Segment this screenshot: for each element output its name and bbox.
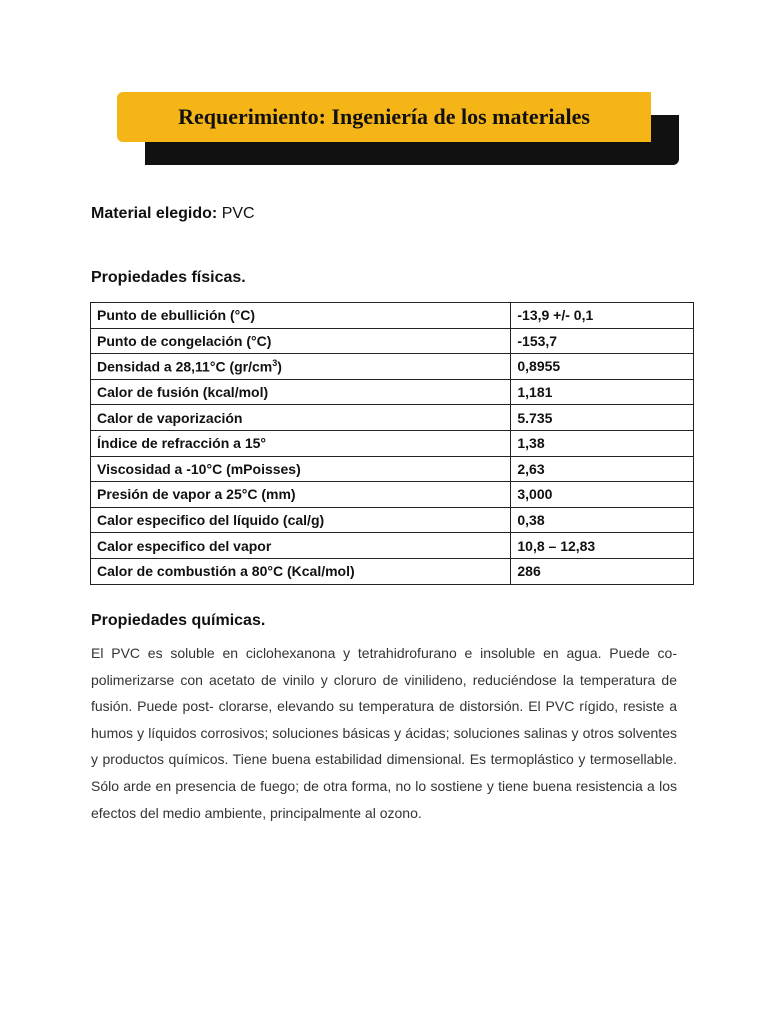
property-value: 10,8 – 12,83 xyxy=(511,533,694,559)
property-value: 286 xyxy=(511,558,694,584)
property-value: 0,38 xyxy=(511,507,694,533)
table-row xyxy=(91,507,694,533)
property-name-text: Densidad a 28,11°C (gr/cm xyxy=(97,358,273,375)
property-name-suffix: ) xyxy=(277,358,282,375)
property-value: 2,63 xyxy=(511,456,694,482)
table-row xyxy=(91,456,694,482)
table-row xyxy=(91,430,694,456)
property-value: -153,7 xyxy=(511,328,694,354)
header-banner xyxy=(117,92,651,142)
table-row xyxy=(91,328,694,354)
property-name: Calor de vaporización xyxy=(91,405,511,431)
property-value: -13,9 +/- 0,1 xyxy=(511,303,694,329)
property-value: 0,8955 xyxy=(511,354,694,380)
page-title: Requerimiento: Ingeniería de los materiales xyxy=(178,104,590,129)
property-name: Viscosidad a -10°C (mPoisses) xyxy=(91,456,511,482)
table-row xyxy=(91,379,694,405)
property-name: Calor especifico del líquido (cal/g) xyxy=(91,507,511,533)
property-name: Calor de combustión a 80°C (Kcal/mol) xyxy=(91,558,511,584)
property-value: 1,181 xyxy=(511,379,694,405)
physical-properties-heading: Propiedades físicas. xyxy=(91,269,246,286)
material-line xyxy=(91,205,255,223)
property-name: Índice de refracción a 15° xyxy=(91,430,511,456)
table-row xyxy=(91,558,694,584)
table-row xyxy=(91,533,694,559)
property-value: 5.735 xyxy=(511,405,694,431)
superscript: 3 xyxy=(272,358,278,369)
property-name: Calor de fusión (kcal/mol) xyxy=(91,379,511,405)
chemical-properties-paragraph: El PVC es soluble en ciclohexanona y tetrahidrofurano e insoluble en agua. Puede co-polimerizarse con acetato de vinilo y cloruro de vinilideno, reduciéndose la temperatura de fusión. Puede post- clorarse, elevando su temperatura de distorsión. El PVC rígido, resiste a humos y líquidos corrosivos; soluciones básicas y ácidas; soluciones salinas y otros solventes y productos químicos. Tiene buena estabilidad dimensional. Es termoplástico y termosellable. Sólo arde en presencia de fuego; de otra forma, no lo sostiene y tiene buena resistencia a los efectos del medio ambiente, principalmente al ozono. xyxy=(91,645,677,821)
property-value: 1,38 xyxy=(511,430,694,456)
material-value: PVC xyxy=(217,205,255,222)
property-name xyxy=(91,354,511,380)
chemical-properties-heading: Propiedades químicas. xyxy=(91,612,266,629)
property-name: Calor especifico del vapor xyxy=(91,533,511,559)
property-name: Punto de congelación (°C) xyxy=(91,328,511,354)
table-row xyxy=(91,303,694,329)
material-label: Material elegido: xyxy=(91,205,218,222)
table-row xyxy=(91,405,694,431)
physical-properties-table xyxy=(90,302,694,585)
table-row xyxy=(91,482,694,508)
property-name: Punto de ebullición (°C) xyxy=(91,303,511,329)
table-row xyxy=(91,354,694,380)
property-value: 3,000 xyxy=(511,482,694,508)
property-name: Presión de vapor a 25°C (mm) xyxy=(91,482,511,508)
